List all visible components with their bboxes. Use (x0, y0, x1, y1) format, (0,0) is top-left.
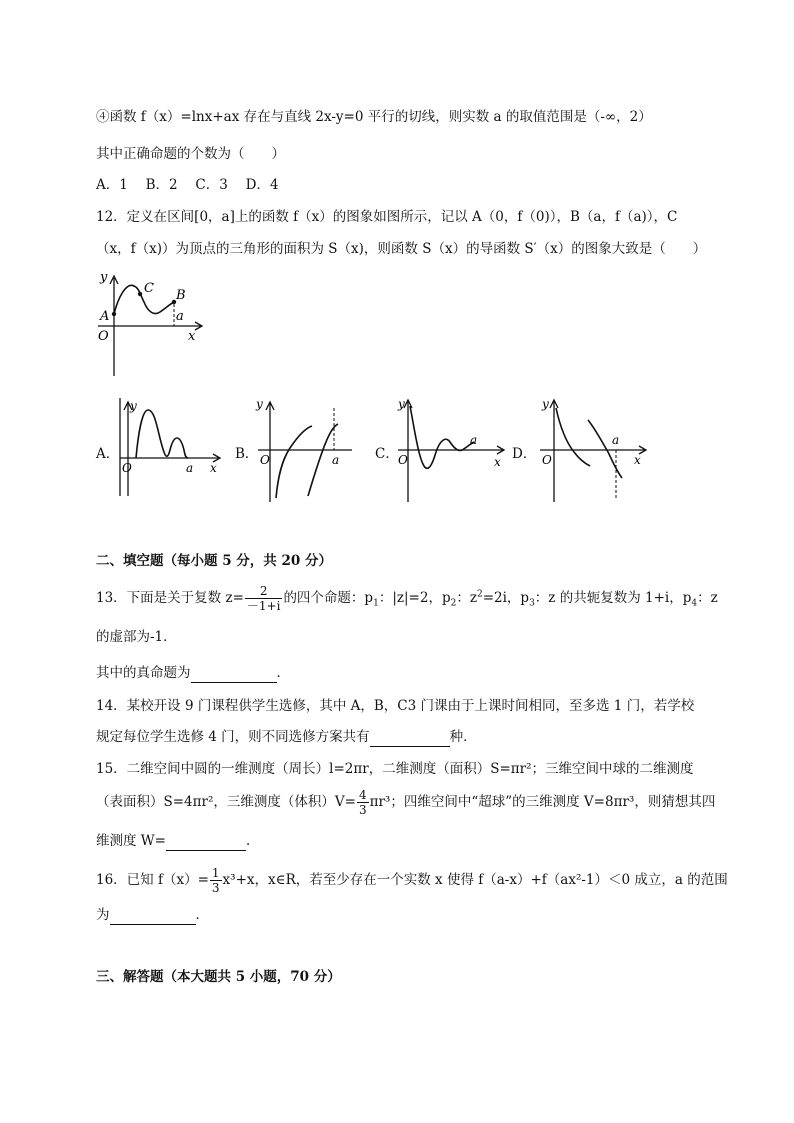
q13-p2: ：z (456, 590, 477, 606)
q15-frac-den: 3 (358, 803, 367, 817)
option-D-y: y (542, 397, 549, 411)
q12-main-figure (92, 268, 212, 380)
option-C-curve (410, 406, 474, 468)
q15-fraction (357, 788, 369, 817)
option-A-O: O (122, 461, 132, 475)
q15-frac-num: 4 (358, 788, 367, 802)
option-D-label: D． (512, 446, 537, 462)
q13-line1: 13．下面是关于复数 z= $\frac{2}{-1+i}$ 的四个命题：$p_1$：|z|=2，$p_2$：$z^2=2i$，$p_3$：z 的共轭复数为 1+i，$p_4$：z (96, 584, 718, 613)
q14-text-post: 种． (449, 729, 477, 745)
q11-question: 其中正确命题的个数为（ ） (96, 146, 285, 162)
q14-line2 (96, 728, 477, 747)
q13-fraction (245, 584, 283, 613)
q15-text-pre: （表面积）S=4πr²，三维测度（体积）V= (96, 794, 356, 810)
q15-line2 (96, 788, 715, 817)
q12-line2: （x，f（x)）为顶点的三角形的面积为 S（x)，则函数 S（x）的导函数 S′（x）的图象大致是（ ） (96, 241, 707, 257)
option-C-a: a (470, 433, 478, 447)
option-D-curve-left (556, 408, 590, 466)
q11-item4: ④函数 f（x）=lnx+ax 存在与直线 2x-y=0 平行的切线，则实数 a 的取值范围是（-∞，2） (96, 109, 652, 125)
q12-line1: 12．定义在区间[0，a]上的函数 f（x）的图象如图所示，记以 A（0，f（0)），B（a，f（a)），C (96, 209, 678, 225)
q16-answer-prompt: 为 (96, 907, 110, 923)
option-D-O: O (542, 453, 552, 467)
q13-text-post: 的四个命题：p (283, 590, 374, 606)
q14-line1: 14．某校开设 9 门课程供学生选修，其中 A，B，C3 门课由于上课时间相同，至多选 1 门，若学校 (96, 698, 695, 714)
q13-p1: ：|z|=2，p (378, 590, 451, 606)
point-A (112, 312, 116, 316)
option-A-y: y (130, 399, 137, 413)
q16-text-pre: 16．已知 f（x）= (96, 872, 209, 888)
q16-line1 (96, 866, 728, 895)
option-B-O: O (260, 453, 270, 467)
q13-line3 (96, 664, 290, 683)
section-2-heading: 二、填空题（每小题 5 分，共 20 分） (96, 553, 332, 569)
option-C-O: O (398, 453, 408, 467)
option-B-label: B． (235, 446, 259, 462)
q11-options: A．1 B．2 C．3 D．4 (96, 177, 279, 193)
q15-end: ． (245, 833, 260, 849)
main-B-label: B (176, 288, 186, 303)
option-B-a: a (332, 453, 340, 467)
option-D-figure (530, 396, 650, 504)
q16-frac-num: 1 (211, 866, 220, 880)
main-A-label: A (100, 309, 110, 324)
q15-text-post: πr³；四维空间中“超球”的三维测度 V=8πr³，则猜想其四 (369, 794, 716, 810)
option-B-y: y (256, 397, 263, 411)
q16-fraction (210, 866, 222, 895)
option-C-x: x (494, 455, 501, 469)
option-C-figure (392, 396, 508, 504)
option-A-curve (136, 410, 188, 458)
option-C-label: C． (375, 446, 399, 462)
q13-answer-prompt: 其中的真命题为 (96, 665, 191, 681)
option-A-a: a (186, 461, 194, 475)
option-B-figure (252, 396, 360, 504)
q16-line2 (96, 906, 209, 925)
option-B-curve-left (276, 426, 312, 498)
q13-frac-den: －1+i (246, 599, 281, 613)
main-C-label: C (144, 281, 154, 296)
q16-frac-den: 3 (211, 881, 220, 895)
option-A-label: A． (96, 446, 120, 462)
q13-text-pre: 13．下面是关于复数 z= (96, 590, 244, 606)
main-a-label: a (176, 309, 184, 324)
q15-answer-blank[interactable] (166, 832, 246, 851)
q16-answer-blank[interactable] (110, 906, 196, 925)
q13-p4: ：z (697, 590, 718, 606)
q13-answer-blank[interactable] (191, 664, 277, 683)
point-C (138, 292, 142, 296)
option-A-figure (112, 396, 224, 500)
q13-line2: 的虚部为-1． (96, 629, 177, 645)
q16-end: ． (195, 907, 209, 923)
q15-answer-prompt: 维测度 W= (96, 833, 166, 849)
q15-line3 (96, 832, 259, 851)
q14-text-pre: 规定每位学生选修 4 门，则不同选修方案共有 (96, 729, 370, 745)
q14-answer-blank[interactable] (370, 728, 450, 747)
option-C-y: y (398, 397, 405, 411)
main-O-label: O (98, 329, 109, 344)
q13-frac-num: 2 (245, 584, 283, 599)
q13-p2b: =2i，p (482, 590, 530, 606)
q13-end: ． (276, 665, 290, 681)
option-D-x: x (634, 453, 641, 467)
option-D-curve-right (588, 420, 622, 478)
q15-line1: 15．二维空间中圆的一维测度（周长）l=2πr，二维测度（面积）S=πr²；三维空间中球的二维测度 (96, 761, 694, 777)
option-D-a: a (612, 433, 620, 447)
option-A-x: x (210, 461, 217, 475)
q13-p3: ：z 的共轭复数为 1+i，p (534, 590, 692, 606)
q16-text-post: x³+x，x∈R，若至少存在一个实数 x 使得 f（a-x）+f（ax²-1）＜0 成立，a 的范围 (222, 872, 728, 888)
main-y-label: y (100, 270, 108, 285)
main-x-label: x (188, 329, 196, 344)
section-3-heading: 三、解答题（本大题共 5 小题，70 分） (96, 969, 341, 985)
